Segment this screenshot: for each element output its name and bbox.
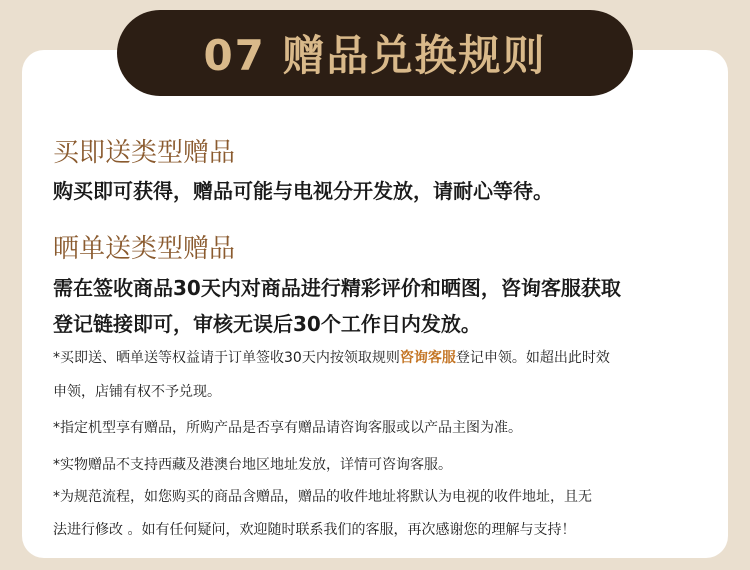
section-body-review-gift-line2: 登记链接即可，审核无误后30个工作日内发放。 bbox=[53, 312, 481, 336]
note-2: *指定机型享有赠品，所购产品是否享有赠品请咨询客服或以产品主图为准。 bbox=[53, 420, 522, 436]
note-1-text-post: 登记申领。如超出此时效 bbox=[455, 350, 610, 366]
note-4-line1: *为规范流程，如您购买的商品含赠品，赠品的收件地址将默认为电视的收件地址，且无 bbox=[53, 489, 592, 505]
note-3: *实物赠品不支持西藏及港澳台地区地址发放，详情可咨询客服。 bbox=[53, 457, 452, 473]
section-title-review-gift: 晒单送类型赠品 bbox=[53, 234, 236, 264]
section-body-buy-gift: 购买即可获得，赠品可能与电视分开发放，请耐心等待。 bbox=[53, 179, 553, 203]
page-title-banner bbox=[117, 10, 633, 96]
contact-service-link[interactable]: 咨询客服 bbox=[399, 350, 456, 366]
note-1-text-pre: *买即送、晒单送等权益请于订单签收30天内按领取规则 bbox=[53, 350, 400, 366]
note-1-line1 bbox=[53, 343, 610, 373]
section-title-buy-gift: 买即送类型赠品 bbox=[53, 138, 236, 168]
section-body-review-gift-line1: 需在签收商品30天内对商品进行精彩评价和晒图，咨询客服获取 bbox=[53, 276, 621, 300]
page-title: 07 赠品兑换规则 bbox=[203, 31, 547, 80]
note-1-line2: 申领，店铺有权不予兑现。 bbox=[53, 384, 221, 400]
note-4-line2: 法进行修改 。如有任何疑问，欢迎随时联系我们的客服，再次感谢您的理解与支持！ bbox=[53, 522, 576, 538]
